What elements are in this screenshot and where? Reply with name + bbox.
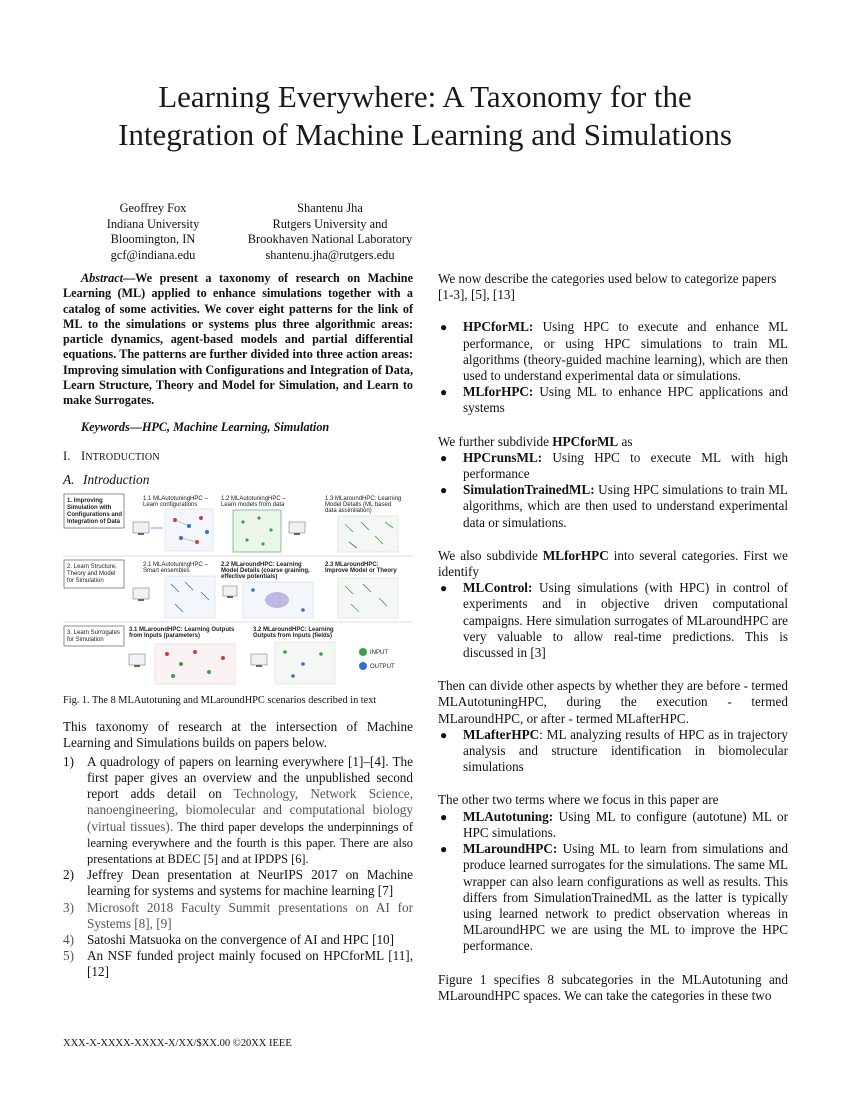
row3-line2: for Simulation bbox=[67, 637, 104, 644]
text-run: as bbox=[618, 433, 633, 449]
bullet-item bbox=[438, 580, 788, 661]
panel-2-2-illustration bbox=[223, 582, 313, 618]
panel-3-1-title-a: 3.1 MLaroundHPC: Learning Outputs bbox=[129, 627, 235, 634]
bullet-list-2 bbox=[438, 450, 788, 531]
row2-line3: for Simulation bbox=[67, 578, 104, 585]
figure-caption: Fig. 1. The 8 MLAutotuning and MLaroundHPC scenarios described in text bbox=[63, 695, 377, 707]
list-item-text-cont: The third paper develops the underpinnings of learning everywhere and the fourth is this paper. There are also presentations at BDEC [5] and at IPDPS [6]. bbox=[87, 819, 413, 866]
bullet-item bbox=[438, 727, 788, 776]
author-email: shantenu.jha@rutgers.edu bbox=[265, 247, 395, 262]
panel-1-1-illustration bbox=[133, 509, 213, 551]
list-item bbox=[63, 754, 413, 867]
copyright-footer: XXX-X-XXXX-XXXX-X/XX/$XX.00 ©20XX IEEE bbox=[63, 1038, 292, 1049]
row1-line3: Configurations and bbox=[67, 512, 122, 519]
list-item-text: A quadrology of papers on learning everywhere [1]–[4]. The first paper gives an overview and the unpublished second report adds detail on bbox=[87, 753, 413, 802]
text-term: HPCforML bbox=[552, 433, 619, 449]
bullet-list-3 bbox=[438, 580, 788, 661]
section-heading-introduction bbox=[63, 448, 413, 466]
panel-3-1-illustration bbox=[129, 644, 235, 684]
bullet-term: MLaroundHPC: bbox=[463, 841, 558, 857]
row1-line1: 1. Improving bbox=[67, 498, 103, 505]
panel-1-1-title-a: 1.1 MLAutotuningHPC – bbox=[143, 496, 208, 503]
row2-line2: Theory and Model bbox=[67, 571, 116, 578]
bullet-list-4 bbox=[438, 727, 788, 776]
list-item-text: Microsoft 2018 Faculty Summit presentations on AI for Systems [8], [9] bbox=[87, 899, 413, 931]
abstract-label: Abstract bbox=[81, 271, 123, 285]
list-number: 4) bbox=[63, 931, 74, 947]
bullet-item bbox=[438, 450, 788, 482]
keywords: Keywords—HPC, Machine Learning, Simulation bbox=[81, 419, 330, 434]
author-email: gcf@indiana.edu bbox=[110, 247, 196, 262]
text-run: We further subdivide bbox=[438, 433, 553, 449]
panel-3-2-title-a: 3.2 MLaroundHPC: Learning bbox=[253, 627, 334, 634]
row1-line2: Simulation with bbox=[67, 505, 112, 512]
panel-1-2-title-a: 1.2 MLAutotuningHPC – bbox=[221, 496, 286, 503]
panel-1-1-title-b: Learn configurations bbox=[143, 502, 198, 509]
bullet-item bbox=[438, 319, 788, 384]
left-column bbox=[63, 271, 413, 981]
author-name: Geoffrey Fox bbox=[119, 201, 187, 215]
list-number: 3) bbox=[63, 899, 74, 915]
panel-1-3-title-b: Model Details (ML based bbox=[325, 502, 392, 509]
bullet-term: HPCrunsML: bbox=[463, 449, 543, 465]
bullet-dot: ● bbox=[440, 385, 448, 400]
panel-2-1-illustration bbox=[133, 576, 215, 618]
panel-3-1-title-b: from Inputs (parameters) bbox=[129, 633, 201, 640]
panel-2-3-illustration bbox=[338, 578, 398, 618]
list-item-text: Satoshi Matsuoka on the convergence of AI and HPC [10] bbox=[87, 931, 395, 947]
panel-3-2-title-b: Outputs from Inputs (fields) bbox=[253, 633, 332, 640]
bullet-term: MLAutotuning: bbox=[463, 808, 554, 824]
bullet-text: Using HPC simulations to train ML algorithms, which are then used to understand experimental data or simulations. bbox=[463, 482, 788, 530]
subsection-heading bbox=[63, 472, 413, 488]
list-item-topics: Technology, Network Science, nanoengineering, biomolecular and computational biology (virtual tissues). bbox=[87, 786, 414, 834]
bullet-dot: ● bbox=[440, 581, 448, 596]
list-number: 2) bbox=[63, 867, 74, 883]
bullet-text: Using HPC to execute and enhance ML performance, or using HPC simulations to train ML algorithms (theory-guided machine learning), which are then used to understand experimental data or simulations. bbox=[463, 319, 788, 384]
legend-output-label: OUTPUT bbox=[370, 664, 395, 671]
bullet-dot: ● bbox=[440, 809, 448, 824]
author-block-jha bbox=[235, 201, 425, 263]
bullet-text: Using simulations (with HPC) in control of experiments and in objective driven computational campaigns. Here simulation surrogates of MLaroundHPC are very valuable to allow real-time predictions. This is discussed in [3] bbox=[463, 580, 788, 661]
bullet-dot: ● bbox=[440, 320, 448, 335]
panel-1-3-title-a: 1.3 MLaroundHPC: Learning bbox=[325, 496, 402, 503]
paper-list bbox=[63, 754, 413, 981]
figure-1 bbox=[63, 492, 413, 690]
abstract-text: —We present a taxonomy of research on Machine Learning (ML) applied to enhance simulations together with a catalog of some activities. We cover eight patterns for the link of ML to the simulations or systems plus three algorithmic areas: particle dynamics, agent-based models and partial differential equations. The patterns are further divided into three action areas: Improving simulation with Configurations and Integration of Data, Learn Structure, Theory and Model for Simulation, and Learn to make Surrogates. bbox=[63, 271, 413, 408]
focus-terms-intro: The other two terms where we focus in this paper are bbox=[438, 792, 719, 808]
panel-2-3-title-a: 2.3 MLaroundHPC: bbox=[325, 562, 379, 569]
bullet-item bbox=[438, 841, 788, 954]
bullet-dot: ● bbox=[440, 842, 448, 857]
panel-2-2-title-b: Model Details (coarse graining, bbox=[221, 568, 310, 575]
panel-2-1-title-a: 2.1 MLAutotuningHPC – bbox=[143, 562, 208, 569]
panel-2-2-title-c: effective potentials) bbox=[221, 574, 278, 581]
bullet-text: Using HPC to execute ML with high performance bbox=[463, 449, 788, 482]
bullet-dot: ● bbox=[440, 450, 448, 465]
panel-1-3-illustration bbox=[338, 516, 398, 552]
text-run: We also subdivide bbox=[438, 547, 543, 563]
section-number: I. bbox=[63, 448, 71, 463]
bullet-list-1 bbox=[438, 319, 788, 416]
categories-intro: We now describe the categories used below to categorize papers [1-3], [5], [13] bbox=[438, 271, 777, 303]
bullet-text: : ML analyzing results of HPC as in trajectory analysis and structure identification in biomolecular simulations bbox=[463, 726, 788, 775]
section-title-first: I bbox=[81, 448, 86, 463]
list-item-text: An NSF funded project mainly focused on HPCforML [11], [12] bbox=[87, 948, 413, 980]
bullet-dot: ● bbox=[440, 483, 448, 498]
intro-paragraph: This taxonomy of research at the intersection of Machine Learning and Simulations builds on papers below. bbox=[63, 719, 413, 751]
bullet-text: Using ML to learn from simulations and produce learned surrogates for the simulations. The same ML wrapper can also learn configurations as well as results. This differs from SimulationTrainedML as the latter is typically using learned network to predict observation whereas in MLaroundHPC we are using the ML to improve the HPC performance. bbox=[463, 841, 788, 954]
author-name: Shantenu Jha bbox=[297, 201, 363, 215]
subsection-letter: A. bbox=[63, 472, 75, 488]
text-run: into several categories. First we identify bbox=[438, 547, 788, 580]
list-number: 5) bbox=[63, 948, 74, 964]
bullet-text: Using ML to configure (autotune) ML or HPC simulations. bbox=[463, 808, 788, 840]
section-title-rest: NTRODUCTION bbox=[85, 451, 160, 463]
abstract bbox=[63, 271, 413, 409]
right-column bbox=[438, 271, 788, 1004]
panel-2-1-title-b: Smart ensembles bbox=[143, 568, 190, 575]
bullet-list-5 bbox=[438, 809, 788, 955]
subdivide-hpcforml bbox=[438, 434, 788, 450]
bullet-item bbox=[438, 482, 788, 531]
author-location: Bloomington, IN bbox=[110, 232, 196, 247]
row-label-box-3 bbox=[64, 626, 124, 646]
bullet-dot: ● bbox=[440, 727, 448, 742]
bullet-term: MLafterHPC bbox=[463, 726, 540, 742]
panel-1-2-title-b: Learn models from data bbox=[221, 502, 285, 509]
title-line-2: Integration of Machine Learning and Simulations bbox=[118, 117, 732, 152]
panel-3-2-illustration bbox=[251, 642, 335, 684]
row1-line4: Integration of Data bbox=[67, 519, 121, 526]
bullet-item bbox=[438, 384, 788, 416]
row2-line1: 2. Learn Structure, bbox=[67, 564, 117, 571]
text-term: MLforHPC bbox=[542, 547, 609, 563]
list-item bbox=[63, 900, 413, 932]
panel-1-3-title-c: data assimilation) bbox=[325, 508, 372, 515]
list-number: 1) bbox=[63, 753, 74, 769]
subdivide-mlforhpc bbox=[438, 548, 788, 580]
panel-2-3-title-b: Improve Model or Theory bbox=[325, 568, 397, 575]
author-affiliation: Rutgers University and bbox=[272, 216, 388, 231]
author-block-fox bbox=[78, 201, 228, 263]
bullet-term: MLControl: bbox=[463, 580, 533, 596]
subsection-title: Introduction bbox=[83, 472, 150, 488]
panel-1-2-illustration bbox=[233, 510, 305, 552]
bullet-term: HPCforML: bbox=[463, 319, 534, 335]
paper-title bbox=[40, 78, 810, 154]
bullet-item bbox=[438, 809, 788, 841]
list-item bbox=[63, 948, 413, 980]
row3-line1: 3. Learn Surrogates bbox=[67, 630, 121, 637]
title-line-1: Learning Everywhere: A Taxonomy for the bbox=[158, 79, 692, 114]
legend-input-label: INPUT bbox=[370, 650, 388, 657]
bullet-term: MLforHPC: bbox=[463, 384, 534, 400]
figure-diagram bbox=[63, 492, 413, 690]
author-affiliation: Indiana University bbox=[106, 216, 200, 231]
panel-2-2-title-a: 2.2 MLaroundHPC: Learning bbox=[221, 562, 302, 569]
legend-input-dot bbox=[359, 648, 367, 656]
list-item bbox=[63, 867, 413, 899]
timing-paragraph: Then can divide other aspects by whether they are before - termed MLAutotuningHPC, during the execution - termed MLaroundHPC, or after - termed MLafterHPC. bbox=[438, 678, 788, 726]
list-item bbox=[63, 932, 413, 948]
legend-output-dot bbox=[359, 662, 367, 670]
bullet-term: SimulationTrainedML: bbox=[463, 482, 595, 498]
list-item-text: Jeffrey Dean presentation at NeurIPS 2017 on Machine learning for systems and systems for machine learning [7] bbox=[87, 867, 413, 899]
author-affiliation-2: Brookhaven National Laboratory bbox=[247, 232, 413, 247]
bullet-text: Using ML to enhance HPC applications and systems bbox=[463, 384, 788, 416]
figure-reference-paragraph: Figure 1 specifies 8 subcategories in the MLAutotuning and MLaroundHPC spaces. We can take the categories in these two bbox=[438, 971, 788, 1003]
